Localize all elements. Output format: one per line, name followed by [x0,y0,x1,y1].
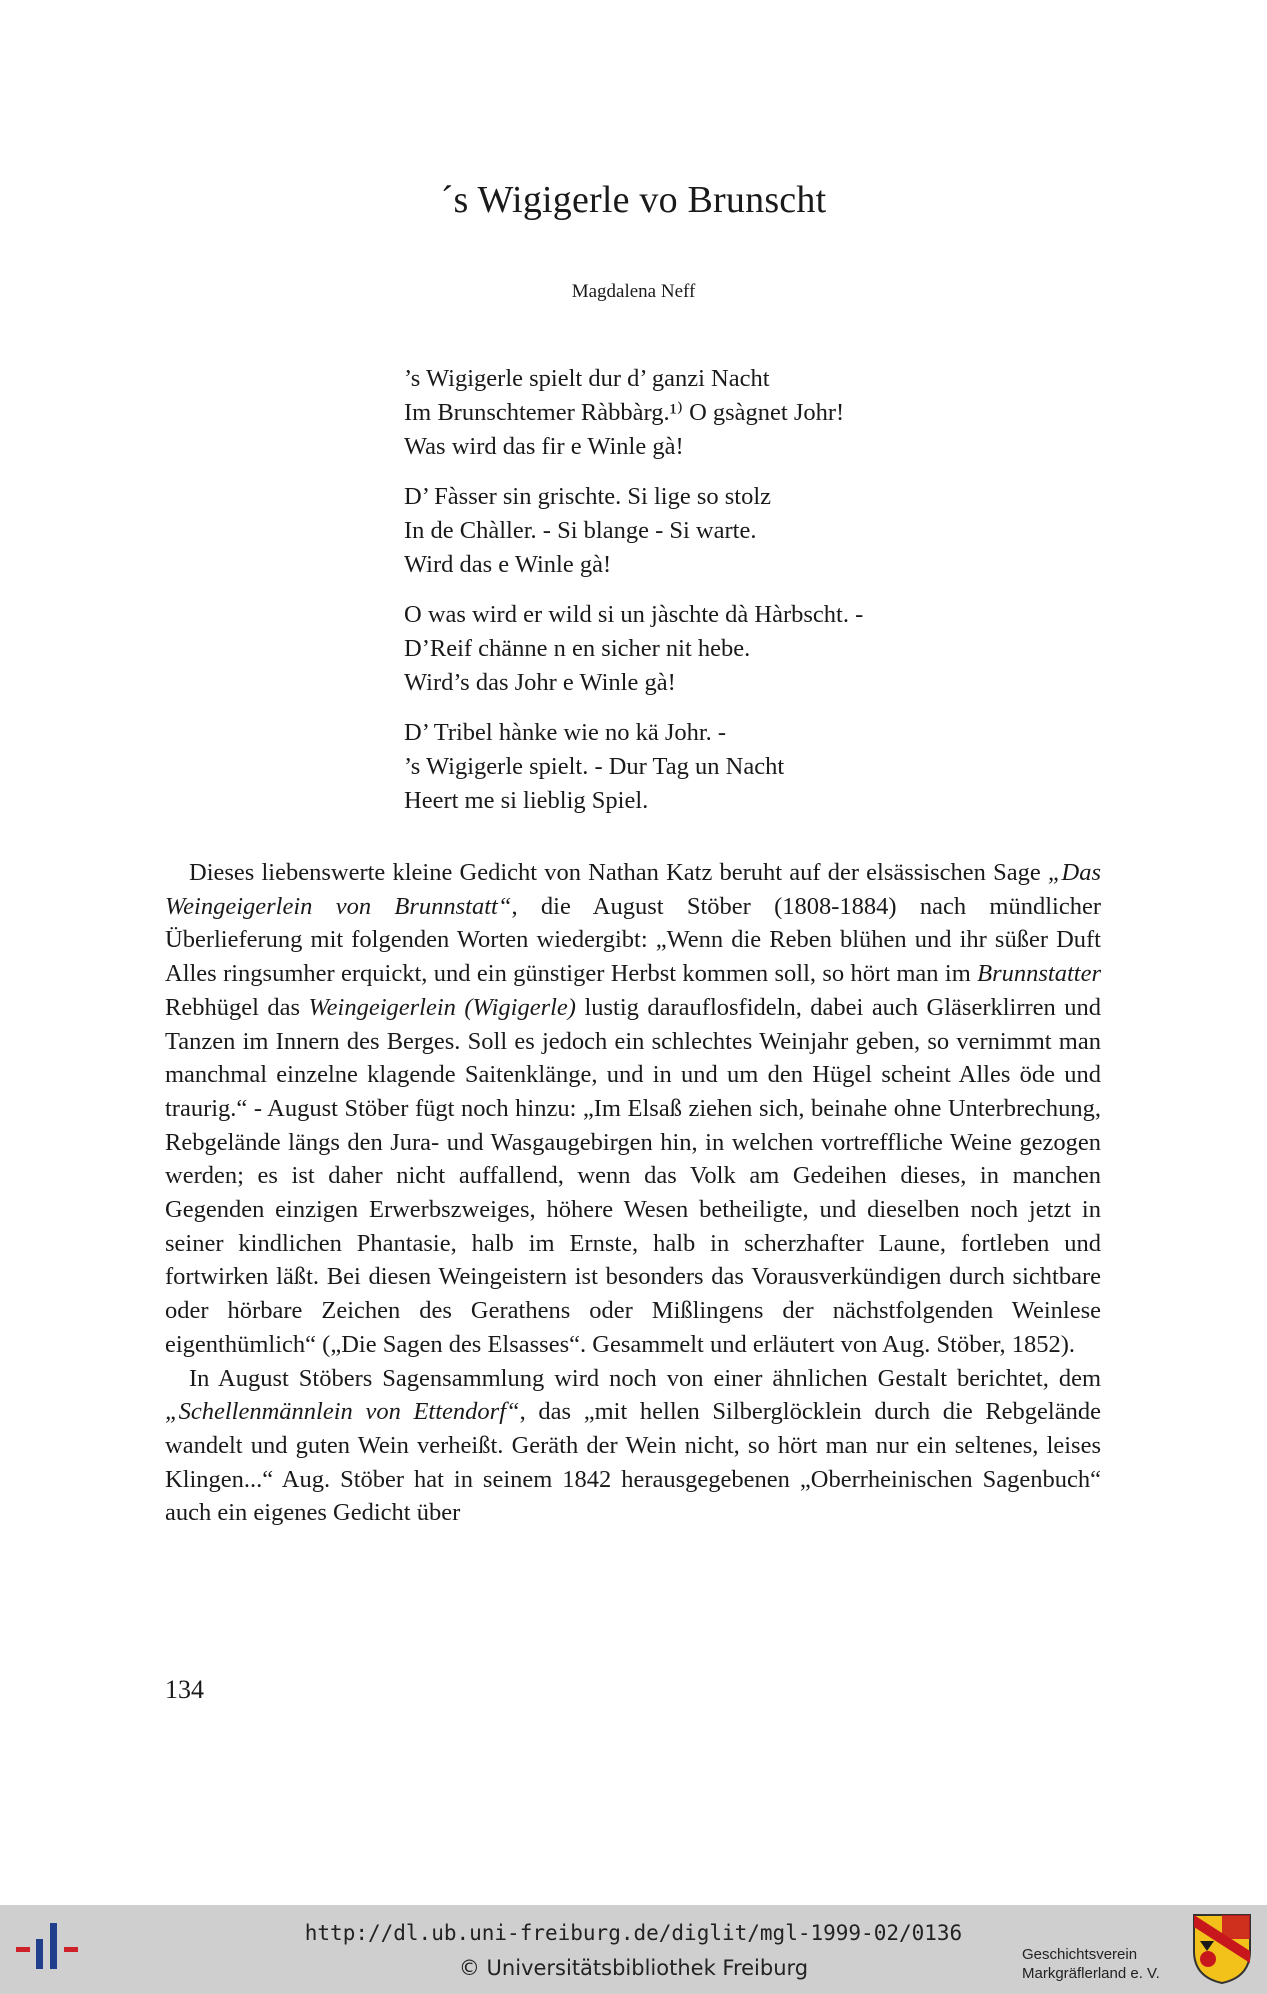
society-line: Geschichtsverein [1022,1946,1138,1963]
poem-line: Was wird das fir e Winle gà! [404,433,684,460]
article-title: ´s Wigigerle vo Brunscht [440,179,827,221]
paragraph [165,1362,1101,1531]
poem-line: ’s Wigigerle spielt. - Dur Tag un Nacht [404,753,785,780]
copyright-text: © Universitätsbibliothek Freiburg [458,1956,809,1980]
poem-stanza [404,716,1104,818]
italic-term: Weingeigerlein (Wigigerle) [308,993,576,1021]
poem-stanza [404,598,1104,700]
text-run: , das „mit hellen Silberglöcklein durch die Rebgelände wandelt und guten Wein verheißt. Geräth der Wein nicht, so hört man nur ein seltenes, leises Klingen...“ Aug. Stöber hat in seinem 1842 herausgegebenen „Oberrheinischen Sagenbuch“ auch ein eigenes Gedicht über [165,1398,1101,1527]
article-author: Magdalena Neff [571,281,696,302]
text-run: lustig darauflosfideln, dabei auch Gläserklirren und Tanzen im Innern des Berges. Soll es jedoch ein schlechtes Weinjahr geben, so vernimmt man manchmal einzelne klagende Saitenklänge, und in und um den Hügel scheint Alles öde und traurig.“ - August Stöber fügt noch hinzu: „Im Elsaß ziehen sich, beinahe ohne Unterbrechung, Rebgelände längs den Jura- und Wasgaugebirgen hin, in welchen vortreffliche Weine gezogen werden; es ist daher nicht auffallend, wenn das Volk am Gedeihen dieses, in manchen Gegenden einzigen Erwerbszweiges, höhere Wesen betheiligte, und dieselben noch jetzt in seiner kindlichen Phantasie, halb im Ernste, halb in scherzhafter Laune, fortleben und fortwirken läßt. Bei diesen Weingeistern ist besonders das Vorausverkündigen durch sichtbare oder hörbare Zeichen des Gerathens oder Mißlingens der nächstfolgenden Weinlese eigenthümlich“ („Die Sagen des Elsasses“. Gesammelt und erläutert von Aug. Stöber, 1852). [165,993,1102,1358]
italic-title: „Das Weingeigerlein von Brunnstatt“ [165,859,1101,920]
poem-line: D’ Tribel hànke wie no kä Johr. - [404,719,727,746]
poem-line: Heert me si lieblig Spiel. [404,787,649,814]
poem-line: ’s Wigigerle spielt dur d’ ganzi Nacht [404,365,770,392]
document-url-link[interactable]: http://dl.ub.uni-freiburg.de/diglit/mgl-1999-02/0136 [304,1921,963,1945]
italic-title: „Schellenmännlein von Ettendorf“ [165,1398,520,1426]
text-run: , die August Stöber (1808-1884) nach mündlicher Überlieferung mit folgenden Worten wiedergibt: „Wenn die Reben blühen und ihr süßer Duft Alles ringsumher erquickt, und ein günstiger Herbst kommen soll, so hört man im [165,892,1101,988]
poem-line: Wird’s das Johr e Winle gà! [404,669,676,696]
poem-line: Im Brunschtemer Ràbbàrg.¹⁾ O gsàgnet Johr! [404,399,845,426]
poem-line: In de Chàller. - Si blange - Si warte. [404,517,757,544]
society-name [1022,1945,1160,1983]
poem [404,362,1104,834]
text-run: Dieses liebenswerte kleine Gedicht von Nathan Katz beruht auf der elsässischen Sage [189,859,1048,886]
italic-place: Brunnstatter [977,960,1101,988]
body-text [165,856,1101,1530]
poem-stanza [404,480,1104,582]
poem-line: D’Reif chänne n en sicher nit hebe. [404,635,751,662]
page-number: 134 [165,1675,204,1704]
poem-line: D’ Fàsser sin grischte. Si lige so stolz [404,483,772,510]
text-run: In August Stöbers Sagensammlung wird noch von einer ähnlichen Gestalt berichtet, dem [189,1364,1101,1392]
society-line: Markgräflerland e. V. [1022,1965,1160,1982]
paragraph [165,856,1101,1362]
text-run: Rebhügel das [165,993,309,1021]
poem-stanza [404,362,1104,464]
poem-line: Wird das e Winle gà! [404,551,612,578]
coat-of-arms-icon [1190,1911,1254,1985]
poem-line: O was wird er wild si un jàschte dà Hàrbscht. - [404,601,864,628]
footer-bar [0,1905,1267,1994]
